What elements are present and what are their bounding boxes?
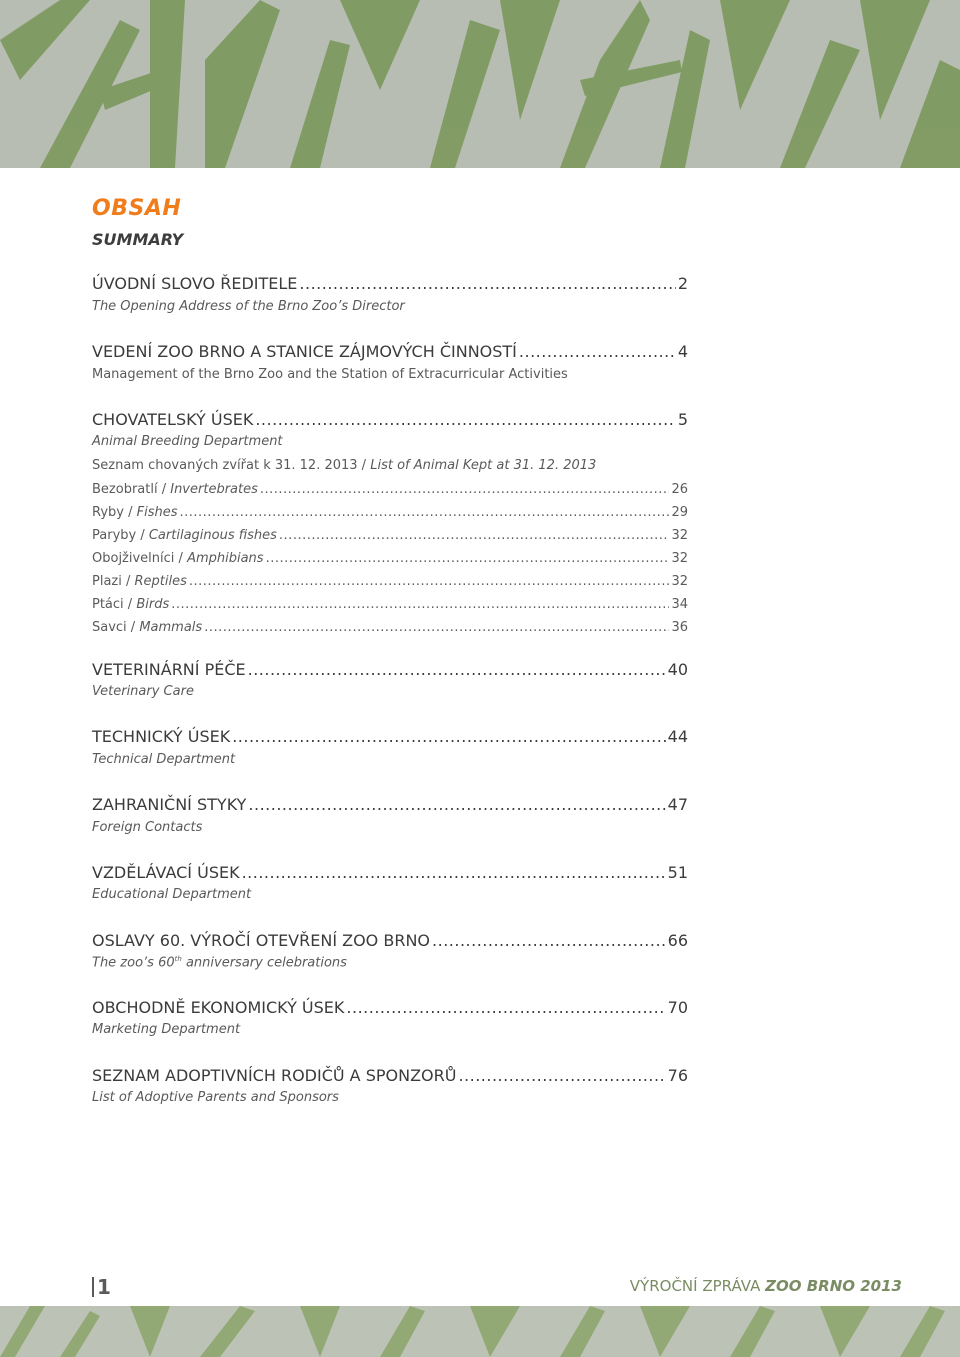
toc-heading: ÚVODNÍ SLOVO ŘEDITELE (92, 274, 298, 293)
toc-heading: VEDENÍ ZOO BRNO A STANICE ZÁJMOVÝCH ČINNOSTÍ (92, 342, 517, 361)
toc-entry-anniversary[interactable] (92, 931, 688, 950)
toc-entry-sponsors[interactable] (92, 1066, 688, 1085)
toc-leader-dots (189, 574, 670, 589)
toc-entry-veterinary[interactable] (92, 660, 688, 679)
toc-entry-marketing[interactable] (92, 998, 688, 1017)
toc-description: Educational Department (92, 887, 252, 902)
subentry-cz: Bezobratlí / (92, 482, 167, 497)
toc-subentry-birds[interactable] (92, 597, 688, 612)
subentry-en: Invertebrates (170, 482, 258, 497)
toc-page-number: 26 (671, 482, 688, 497)
subentry-cz: Ryby / (92, 505, 133, 520)
toc-page-number: 76 (667, 1066, 688, 1085)
list-title-en: List of Animal Kept at 31. 12. 2013 (370, 458, 597, 473)
toc-subentry-reptiles[interactable] (92, 574, 688, 589)
toc-description: Foreign Contacts (92, 820, 203, 835)
subentry-cz: Obojživelníci / (92, 551, 183, 566)
toc-leader-dots (232, 727, 665, 746)
list-title-cz: Seznam chovaných zvířat k 31. 12. 2013 / (92, 458, 367, 473)
toc-page-number: 32 (671, 574, 688, 589)
toc-leader-dots (260, 482, 670, 497)
toc-leader-dots (299, 274, 675, 293)
toc-description: Animal Breeding Department (92, 434, 283, 449)
page-title: OBSAH (92, 196, 182, 221)
toc-heading: OBCHODNĚ EKONOMICKÝ ÚSEK (92, 998, 345, 1017)
toc-page-number: 66 (667, 931, 688, 950)
toc-heading: VZDĚLÁVACÍ ÚSEK (92, 863, 240, 882)
toc-leader-dots (255, 410, 675, 429)
subentry-en: Amphibians (187, 551, 264, 566)
toc-page-number: 44 (667, 727, 688, 746)
toc-description: Technical Department (92, 752, 236, 767)
toc-description: Marketing Department (92, 1022, 241, 1037)
toc-subentry-mammals[interactable] (92, 620, 688, 635)
toc-heading: TECHNICKÝ ÚSEK (92, 727, 231, 746)
toc-animal-list-title (92, 458, 596, 473)
toc-leader-dots (180, 505, 670, 520)
subentry-cz: Savci / (92, 620, 136, 635)
toc-entry-educational[interactable] (92, 863, 688, 882)
toc-page-number: 47 (667, 795, 688, 814)
toc-leader-dots (171, 597, 669, 612)
foliage-illustration (0, 1306, 960, 1357)
toc-entry-foreign-contacts[interactable] (92, 795, 688, 814)
toc-page-number: 32 (671, 528, 688, 543)
toc-leader-dots (432, 931, 666, 950)
toc-heading: SEZNAM ADOPTIVNÍCH RODIČŮ A SPONZORŮ (92, 1066, 457, 1085)
subentry-en: Birds (136, 597, 170, 612)
toc-description: Veterinary Care (92, 684, 194, 699)
toc-leader-dots (242, 863, 666, 882)
foliage-illustration (0, 0, 960, 168)
toc-page-number: 29 (671, 505, 688, 520)
toc-entry-opening-address[interactable] (92, 274, 688, 293)
toc-entry-animal-breeding[interactable] (92, 410, 688, 429)
subentry-cz: Ptáci / (92, 597, 133, 612)
toc-page-number: 36 (671, 620, 688, 635)
toc-leader-dots (248, 795, 665, 814)
subentry-en: Reptiles (134, 574, 187, 589)
toc-subentry-amphibians[interactable] (92, 551, 688, 566)
subentry-en: Cartilaginous fishes (148, 528, 277, 543)
report-label (630, 1277, 902, 1295)
toc-subentry-cartilaginous-fishes[interactable] (92, 528, 688, 543)
toc-page-number: 2 (677, 274, 688, 293)
toc-heading: CHOVATELSKÝ ÚSEK (92, 410, 254, 429)
toc-leader-dots (519, 342, 676, 361)
page-number: 1 (92, 1277, 111, 1297)
toc-entry-management[interactable] (92, 342, 688, 361)
page-subtitle: SUMMARY (92, 230, 184, 249)
toc-page-number: 70 (667, 998, 688, 1017)
toc-description: List of Adoptive Parents and Sponsors (92, 1090, 339, 1105)
toc-leader-dots (266, 551, 670, 566)
toc-leader-dots (248, 660, 666, 679)
toc-page-number: 32 (671, 551, 688, 566)
toc-heading: OSLAVY 60. VÝROČÍ OTEVŘENÍ ZOO BRNO (92, 931, 431, 950)
toc-heading: VETERINÁRNÍ PÉČE (92, 660, 246, 679)
subentry-en: Fishes (136, 505, 178, 520)
toc-description: The zoo’s 60th anniversary celebrations (92, 955, 347, 971)
toc-leader-dots (279, 528, 670, 543)
toc-heading: ZAHRANIČNÍ STYKY (92, 795, 247, 814)
report-title: VÝROČNÍ ZPRÁVA (629, 1277, 761, 1295)
toc-page-number: 4 (677, 342, 688, 361)
toc-description: Management of the Brno Zoo and the Station of Extracurricular Activities (92, 367, 568, 382)
report-brand: ZOO BRNO 2013 (765, 1277, 902, 1295)
toc-subentry-invertebrates[interactable] (92, 482, 688, 497)
toc-page-number: 40 (667, 660, 688, 679)
toc-entry-technical[interactable] (92, 727, 688, 746)
subentry-cz: Plazi / (92, 574, 131, 589)
toc-leader-dots (204, 620, 669, 635)
toc-description: The Opening Address of the Brno Zoo’s Director (92, 299, 405, 314)
toc-page-number: 34 (671, 597, 688, 612)
header-foliage-banner (0, 0, 960, 168)
toc-subentry-fishes[interactable] (92, 505, 688, 520)
footer-foliage-band (0, 1306, 960, 1357)
toc-page-number: 5 (677, 410, 688, 429)
toc-leader-dots (458, 1066, 665, 1085)
toc-leader-dots (346, 998, 665, 1017)
toc-page-number: 51 (667, 863, 688, 882)
subentry-cz: Paryby / (92, 528, 145, 543)
subentry-en: Mammals (139, 620, 203, 635)
